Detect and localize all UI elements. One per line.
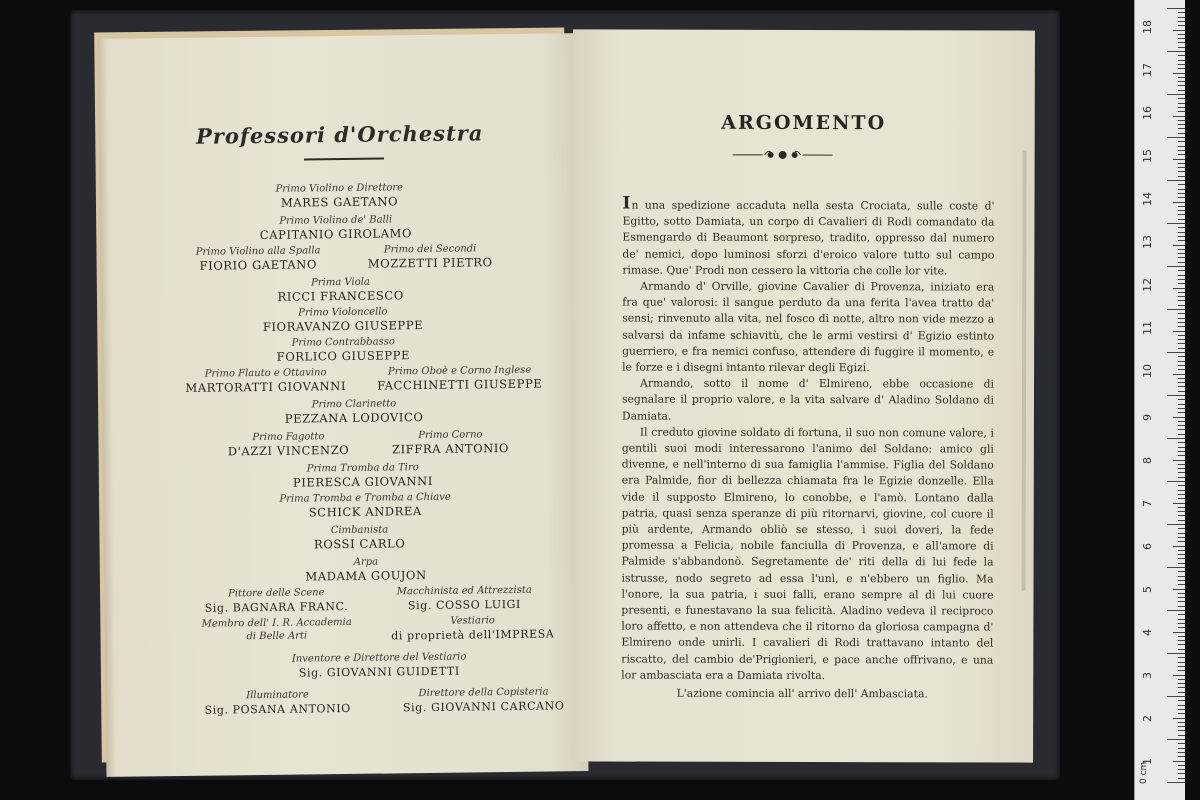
ruler-tick <box>1178 773 1185 774</box>
ruler-tick <box>1173 761 1185 762</box>
ruler-tick <box>1178 275 1185 276</box>
ruler-tick <box>1178 584 1185 585</box>
ruler-tick <box>1178 451 1185 452</box>
paragraph: Armando d' Orville, giovine Cavalier di Provenza, iniziato era fra que' valorosi: il sangue perduto da una ferita l'avea tratto da' sensi; rinvenuto alla vita, nel fosco di notte, altro non vide mezzo a salvarsi da infame schiavitù, che le armi vestirsi d' Egizio estinto guerriero, e fra nemici confuso, attendere di fuggire il momento, e le forze e i disegni intanto rilevar degli Egizi. <box>622 279 995 375</box>
ruler-number: 11 <box>1141 320 1154 335</box>
ruler-tick <box>1178 335 1185 336</box>
ruler-tick <box>1178 408 1185 409</box>
ruler-number: 10 <box>1141 363 1154 378</box>
ruler-tick <box>1178 17 1185 18</box>
ruler-tick <box>1178 606 1185 607</box>
ruler-number: 17 <box>1141 62 1154 77</box>
ruler-number: 16 <box>1141 105 1154 120</box>
ruler-tick <box>1178 412 1185 413</box>
role-label: Primo Corno <box>418 429 483 442</box>
measuring-ruler <box>1134 0 1185 800</box>
right-page <box>571 29 1035 762</box>
ruler-tick <box>1173 245 1185 246</box>
ruler-number: 6 <box>1141 542 1154 550</box>
ruler-tick <box>1178 365 1185 366</box>
ruler-tick <box>1178 300 1185 301</box>
ruler-tick <box>1178 713 1185 714</box>
ruler-tick <box>1178 619 1185 620</box>
paragraph: Armando, sotto il nome d' Elmireno, ebbe occasione di segnalare il proprio valore, e la vita salvare d' Aladino Soldano di Damiata. <box>621 376 995 423</box>
ruler-tick <box>1178 576 1185 577</box>
ruler-tick <box>1178 382 1185 383</box>
ruler-tick <box>1178 154 1185 155</box>
role-label: Primo Flauto e Ottavino <box>204 367 327 380</box>
ruler-tick <box>1178 236 1185 237</box>
ruler-tick <box>1178 318 1185 319</box>
ruler-tick <box>1167 395 1185 396</box>
ruler-tick <box>1178 257 1185 258</box>
ruler-tick <box>1178 296 1185 297</box>
ruler-tick <box>1178 533 1185 534</box>
ruler-tick <box>1178 68 1185 69</box>
paragraph: In una spedizione accaduta nella sesta Crociata, sulle coste d' Egitto, sotto Damiata, un corpo di Cavalieri di Rodi comandato da Esmengardo di Beaumont sorpreso, tradito, oppresso dal numero de' nemici, dopo luminosi sforzi d'eroico valore tutto sul campo rimase. Que' Prodi non cessero la vittoria che colle lor vite. <box>622 193 995 278</box>
ruler-tick <box>1178 425 1185 426</box>
ruler-tick <box>1173 718 1185 719</box>
ruler-tick <box>1178 124 1185 125</box>
ruler-tick <box>1178 38 1185 39</box>
ruler-tick <box>1178 447 1185 448</box>
list-item <box>102 427 584 459</box>
ruler-tick <box>1173 675 1185 676</box>
ruler-tick <box>1178 361 1185 362</box>
ruler-tick <box>1167 352 1185 353</box>
ruler-tick <box>1167 223 1185 224</box>
person-name: PIERESCA GIOVANNI <box>292 473 434 490</box>
person-name: CAPITANIO GIROLAMO <box>259 226 413 243</box>
ruler-tick <box>1178 709 1185 710</box>
ornament-icon <box>733 148 833 162</box>
ruler-tick <box>1178 21 1185 22</box>
ruler-tick <box>1178 528 1185 529</box>
role-label: Illuminatore <box>246 689 309 702</box>
ruler-tick <box>1178 429 1185 430</box>
ruler-tick <box>1178 623 1185 624</box>
role-label: Primo dei Secondi <box>383 243 477 256</box>
ruler-tick <box>1178 111 1185 112</box>
person-name: MARES GAETANO <box>280 194 399 210</box>
list-item <box>103 521 585 552</box>
person-name: RICCI FRANCESCO <box>277 288 404 304</box>
ruler-tick <box>1178 171 1185 172</box>
closing-line: L'azione comincia all' arrivo dell' Ambasciata. <box>676 686 928 701</box>
ruler-tick <box>1167 610 1185 611</box>
ruler-tick <box>1178 442 1185 443</box>
ruler-tick <box>1178 666 1185 667</box>
ruler-tick <box>1178 722 1185 723</box>
role-label: Macchinista ed Attrezzista <box>396 584 532 598</box>
ruler-tick <box>1178 541 1185 542</box>
ruler-tick <box>1178 141 1185 142</box>
ruler-tick <box>1178 356 1185 357</box>
ruler-tick <box>1178 283 1185 284</box>
ruler-tick <box>1178 404 1185 405</box>
role-label: Primo Violino alla Spalla <box>195 245 321 258</box>
ruler-tick <box>1178 705 1185 706</box>
ruler-tick <box>1178 343 1185 344</box>
ruler-tick <box>1178 146 1185 147</box>
ruler-number: 7 <box>1141 499 1154 507</box>
person-name: di proprietà dell'IMPRESA <box>391 627 555 643</box>
ruler-tick <box>1178 64 1185 65</box>
ruler-number: 1 <box>1141 757 1154 765</box>
ruler-tick <box>1178 614 1185 615</box>
ruler-number: 12 <box>1141 277 1154 292</box>
ruler-tick <box>1178 558 1185 559</box>
ruler-tick <box>1178 391 1185 392</box>
ruler-tick <box>1178 700 1185 701</box>
ruler-tick <box>1178 537 1185 538</box>
title-rule <box>304 157 384 160</box>
role-label: Prima Tromba e Tromba a Chiave <box>279 491 451 505</box>
ruler-tick <box>1178 644 1185 645</box>
person-name: D'AZZI VINCENZO <box>227 442 350 459</box>
ruler-tick <box>1178 214 1185 215</box>
ruler-tick <box>1178 270 1185 271</box>
person-name: FIORIO GAETANO <box>199 257 318 273</box>
ruler-tick <box>1178 485 1185 486</box>
person-name: Sig. GIOVANNI GUIDETTI <box>298 664 460 680</box>
ruler-tick <box>1178 378 1185 379</box>
ruler-tick <box>1178 593 1185 594</box>
ruler-tick <box>1178 348 1185 349</box>
person-name: FIORAVANZO GIUSEPPE <box>262 318 424 334</box>
ruler-tick <box>1178 42 1185 43</box>
person-name: FORLICO GIUSEPPE <box>276 348 411 364</box>
role-label: Primo Fagotto <box>252 431 325 444</box>
ruler-tick <box>1178 636 1185 637</box>
person-name: PEZZANA LODOVICO <box>284 410 424 426</box>
person-name: MADAMA GOUJON <box>305 567 427 584</box>
ruler-tick <box>1178 679 1185 680</box>
argomento-title: ARGOMENTO <box>721 111 887 135</box>
ruler-tick <box>1167 51 1185 52</box>
ruler-tick <box>1178 752 1185 753</box>
ruler-number: 8 <box>1141 456 1154 464</box>
ruler-tick <box>1173 503 1185 504</box>
ruler-tick <box>1178 240 1185 241</box>
ruler-tick <box>1178 262 1185 263</box>
ruler-tick <box>1178 184 1185 185</box>
ruler-tick <box>1178 498 1185 499</box>
ruler-tick <box>1178 554 1185 555</box>
role-label: Primo Violino e Direttore <box>275 182 404 195</box>
ruler-tick <box>1167 8 1185 9</box>
ruler-tick <box>1178 98 1185 99</box>
ruler-tick <box>1178 326 1185 327</box>
person-name: MOZZETTI PIETRO <box>367 255 493 271</box>
list-item <box>104 553 586 584</box>
ruler-tick <box>1178 279 1185 280</box>
ruler-tick <box>1178 692 1185 693</box>
ruler-tick <box>1178 464 1185 465</box>
ruler-tick <box>1178 133 1185 134</box>
ruler-tick <box>1178 206 1185 207</box>
orchestra-list <box>99 179 581 717</box>
ruler-number: 15 <box>1141 148 1154 163</box>
argomento-text <box>621 193 995 685</box>
ruler-tick <box>1167 180 1185 181</box>
ruler-tick <box>1167 266 1185 267</box>
ruler-tick <box>1173 331 1185 332</box>
ruler-tick <box>1178 150 1185 151</box>
ruler-tick <box>1178 103 1185 104</box>
ruler-tick <box>1178 322 1185 323</box>
ruler-tick <box>1178 232 1185 233</box>
person-name: SCHICK ANDREA <box>308 504 422 520</box>
ruler-tick <box>1178 730 1185 731</box>
ruler-tick <box>1178 735 1185 736</box>
ruler-tick <box>1178 601 1185 602</box>
ruler-tick <box>1178 571 1185 572</box>
ruler-tick <box>1178 386 1185 387</box>
role-label: Direttore della Copisteria <box>418 686 549 700</box>
ruler-tick <box>1178 687 1185 688</box>
ruler-tick <box>1173 460 1185 461</box>
ruler-tick <box>1173 73 1185 74</box>
ruler-tick <box>1178 219 1185 220</box>
ruler-tick <box>1167 438 1185 439</box>
ruler-tick <box>1178 128 1185 129</box>
ruler-tick <box>1167 696 1185 697</box>
ruler-tick <box>1178 107 1185 108</box>
role-label: Primo Clarinetto <box>311 398 397 411</box>
ruler-tick <box>1167 782 1185 783</box>
ruler-tick <box>1173 30 1185 31</box>
ruler-tick <box>1173 417 1185 418</box>
ruler-tick <box>1167 524 1185 525</box>
role-label: Inventore e Direttore del Vestiario <box>291 651 467 665</box>
ruler-tick <box>1178 163 1185 164</box>
ruler-tick <box>1178 34 1185 35</box>
ruler-tick <box>1178 85 1185 86</box>
ruler-tick <box>1178 726 1185 727</box>
ruler-tick <box>1178 778 1185 779</box>
ruler-tick <box>1167 481 1185 482</box>
ruler-tick <box>1167 94 1185 95</box>
ruler-tick <box>1178 657 1185 658</box>
role-label: Cimbanista <box>330 524 389 537</box>
ruler-tick <box>1178 227 1185 228</box>
person-name: ZIFFRA ANTONIO <box>391 440 510 457</box>
ruler-tick <box>1178 472 1185 473</box>
ruler-number: 13 <box>1141 234 1154 249</box>
ruler-tick <box>1167 137 1185 138</box>
ruler-tick <box>1178 494 1185 495</box>
role-label: Primo Violoncello <box>298 306 388 319</box>
ruler-tick <box>1178 490 1185 491</box>
ruler-tick <box>1178 434 1185 435</box>
ruler-tick <box>1178 369 1185 370</box>
ruler-tick <box>1167 567 1185 568</box>
ruler-tick <box>1178 292 1185 293</box>
ruler-tick <box>1178 580 1185 581</box>
left-page <box>98 33 589 777</box>
ruler-tick <box>1167 653 1185 654</box>
role-label: Arpa <box>353 556 379 568</box>
person-name: Sig. BAGNARA FRANC. <box>204 599 349 615</box>
person-name: ROSSI CARLO <box>313 536 406 552</box>
ruler-tick <box>1178 313 1185 314</box>
ruler-tick <box>1178 210 1185 211</box>
ruler-tick <box>1178 339 1185 340</box>
ruler-tick <box>1178 197 1185 198</box>
ruler-tick <box>1167 739 1185 740</box>
ruler-unit: 0 cm <box>1139 761 1149 784</box>
paragraph: Il creduto giovine soldato di fortuna, il suo non comune valore, i gentili suoi modi interessarono l'animo del Soldano: amico gli divenne, e nell'interno di sua famiglia l'ammise. Figlia del Soldano era Palmide, fior di bellezza chiamata fra le Egizie donzelle. Ella vide il supposto Elmireno, lo conobbe, e l'amò. Lontano dalla patria, quasi senza speranze di più ritornarvi, giovine, col cuore il più ardente, Armando obliò se stesso, i suoi doveri, la fede promessa a Felicia, nobile fanciulla di Provenza, e all'amore di Palmide s'abbandonò. Segretamente de' riti della di lui fede la istrusse, nodo segreto ad essa l'unì, e n'ebbero un figlio. Ma l'onore, la sua patria, i suoi falli, erano sempre al di lui cuore presenti, e funestavano la sua felicità. Aladino vedeva il reciproco loro affetto, e non attendeva che il ritorno da gloriosa campagna d' Elmireno onde unirli. I cavalieri di Rodi trattavano intanto del riscatto, del cambio de'Prigionieri, e pace anche offrivano, e una lor ambasciata era a Damiata rivolta. <box>621 425 994 682</box>
ruler-tick <box>1178 511 1185 512</box>
ruler-tick <box>1178 47 1185 48</box>
ruler-tick <box>1178 81 1185 82</box>
ruler-tick <box>1178 515 1185 516</box>
role-label: Primo Oboè e Corno Inglese <box>387 364 532 378</box>
ruler-number: 2 <box>1141 714 1154 722</box>
ruler-tick <box>1178 60 1185 61</box>
ruler-tick <box>1178 683 1185 684</box>
role-label: Primo Violino de' Balli <box>279 214 393 227</box>
ruler-tick <box>1178 55 1185 56</box>
ruler-tick <box>1178 399 1185 400</box>
ruler-tick <box>1178 748 1185 749</box>
ruler-tick <box>1178 253 1185 254</box>
ruler-tick <box>1178 120 1185 121</box>
ruler-tick <box>1178 520 1185 521</box>
ruler-tick <box>1167 309 1185 310</box>
ruler-tick <box>1178 25 1185 26</box>
ruler-number: 3 <box>1141 671 1154 679</box>
ruler-tick <box>1173 116 1185 117</box>
role-label: Vestiario <box>450 615 495 627</box>
ruler-tick <box>1178 305 1185 306</box>
ruler-tick <box>1178 765 1185 766</box>
ruler-tick <box>1178 176 1185 177</box>
ruler-tick <box>1173 374 1185 375</box>
ruler-tick <box>1178 662 1185 663</box>
person-name: FACCHINETTI GIUSEPPE <box>377 376 543 393</box>
ruler-tick <box>1178 670 1185 671</box>
ruler-tick <box>1178 627 1185 628</box>
ruler-tick <box>1178 12 1185 13</box>
ruler-tick <box>1178 550 1185 551</box>
orchestra-title: Professori d'Orchestra <box>195 120 484 149</box>
ruler-tick <box>1178 249 1185 250</box>
ruler-number: 14 <box>1141 191 1154 206</box>
person-name: Sig. COSSO LUIGI <box>407 597 522 613</box>
ruler-tick <box>1173 632 1185 633</box>
ruler-tick <box>1178 507 1185 508</box>
ruler-tick <box>1178 649 1185 650</box>
person-name: MARTORATTI GIOVANNI <box>185 378 347 395</box>
list-item <box>99 179 581 210</box>
ruler-tick <box>1178 597 1185 598</box>
role-label: Prima Tromba da Tiro <box>306 462 419 475</box>
person-name: Sig. POSANA ANTONIO <box>204 701 351 717</box>
role-label: di Belle Arti <box>246 630 308 643</box>
ruler-number: 9 <box>1141 413 1154 421</box>
ruler-tick <box>1178 455 1185 456</box>
role-label: Primo Contrabbasso <box>291 336 395 349</box>
ruler-tick <box>1178 77 1185 78</box>
role-label: Prima Viola <box>311 276 370 289</box>
ruler-number: 5 <box>1141 585 1154 593</box>
ruler-tick <box>1173 589 1185 590</box>
drop-cap: I <box>622 193 631 214</box>
list-item <box>105 649 587 680</box>
ruler-tick <box>1178 769 1185 770</box>
role-label: Membro dell' I. R. Accademia <box>201 616 352 630</box>
ruler-tick <box>1173 288 1185 289</box>
ruler-tick <box>1178 477 1185 478</box>
ruler-number: 18 <box>1141 19 1154 34</box>
ruler-tick <box>1178 743 1185 744</box>
ruler-tick <box>1178 421 1185 422</box>
ruler-tick <box>1178 90 1185 91</box>
person-name: Sig. GIOVANNI CARCANO <box>402 699 565 715</box>
list-item <box>100 211 582 243</box>
ruler-tick <box>1178 193 1185 194</box>
ruler-tick <box>1173 159 1185 160</box>
ruler-tick <box>1178 468 1185 469</box>
role-label: Pittore delle Scene <box>228 587 325 600</box>
ruler-number: 4 <box>1141 628 1154 636</box>
ruler-tick <box>1173 546 1185 547</box>
list-item <box>105 685 587 717</box>
ruler-tick <box>1178 563 1185 564</box>
ruler-tick <box>1178 756 1185 757</box>
ruler-tick <box>1178 189 1185 190</box>
ruler-tick <box>1178 640 1185 641</box>
ruler-tick <box>1178 167 1185 168</box>
ruler-tick <box>1173 202 1185 203</box>
